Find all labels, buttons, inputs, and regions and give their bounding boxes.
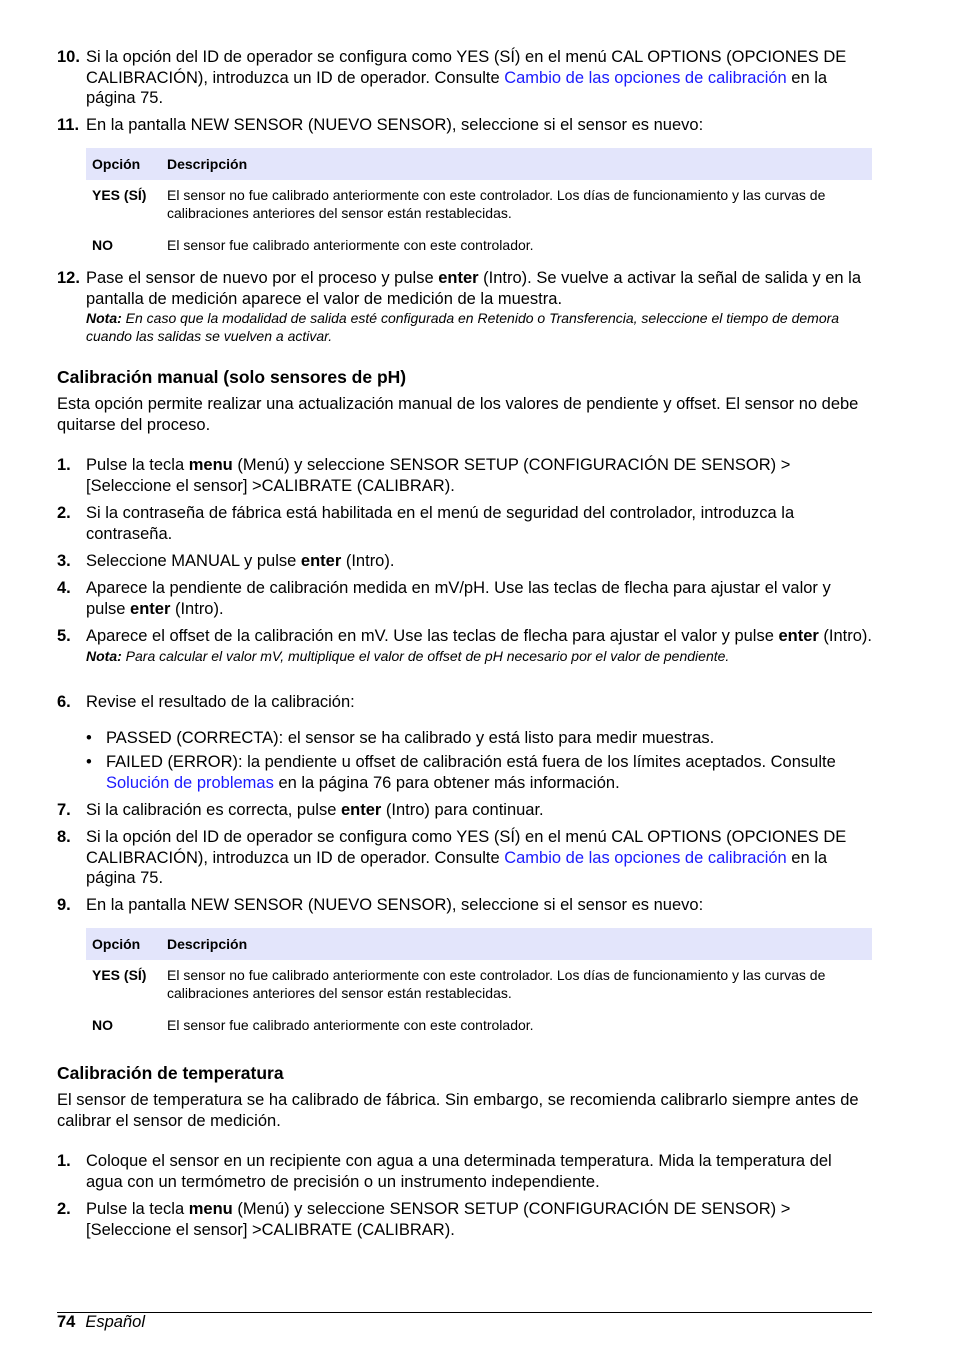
step-number: 3. [57, 552, 71, 570]
bullet-icon: • [86, 753, 92, 771]
column-header: Opción [86, 928, 161, 960]
table-row [86, 960, 872, 1008]
step-2 [57, 503, 872, 544]
table-row [86, 180, 872, 228]
step-1 [57, 455, 872, 496]
step-number: 1. [57, 1152, 71, 1170]
step-3 [57, 551, 872, 572]
step-text: Si la opción del ID de operador se configura como YES (SÍ) en el menú CAL OPTIONS (OPCIONES DE CALIBRACIÓN), introduzca un ID de operador. Consulte Cambio de las opciones de calibración en la página 75. [86, 828, 847, 888]
step-text: Seleccione MANUAL y pulse enter (Intro). [86, 552, 395, 570]
step-text: En la pantalla NEW SENSOR (NUEVO SENSOR), seleccione si el sensor es nuevo: [86, 116, 704, 134]
step-number: 8. [57, 828, 71, 846]
step-number: 9. [57, 896, 71, 914]
column-header: Descripción [161, 148, 872, 180]
bullet-item [86, 728, 872, 749]
step-4 [57, 578, 872, 619]
column-header: Descripción [161, 928, 872, 960]
step-text: Pase el sensor de nuevo por el proceso y pulse enter (Intro). Se vuelve a activar la señal de salida y en la pantalla de medición aparece el valor de medición de la muestra. [86, 269, 862, 308]
step-7 [57, 800, 872, 821]
page-footer [57, 1313, 145, 1332]
footer-divider [57, 1312, 872, 1313]
note: Nota: Para calcular el valor mV, multiplique el valor de offset de pH necesario por el valor de pendiente. [86, 647, 730, 664]
step-number: 1. [57, 456, 71, 474]
link-cambio-opciones[interactable]: Cambio de las opciones de calibración [504, 848, 787, 867]
step-number: 6. [57, 693, 71, 711]
bullet-item [86, 752, 872, 793]
table-row [86, 1008, 872, 1040]
step-text: Aparece la pendiente de calibración medida en mV/pH. Use las teclas de flecha para ajustar el valor y pulse enter (Intro). [86, 579, 831, 618]
step-1 [57, 1151, 872, 1192]
step-number: 11. [57, 116, 80, 134]
step-number: 10. [57, 48, 80, 66]
step-2 [57, 1199, 872, 1240]
link-solucion-problemas[interactable]: Solución de problemas [106, 773, 274, 792]
step-11 [57, 115, 872, 136]
option-description: El sensor fue calibrado anteriormente con este controlador. [167, 1017, 534, 1033]
option-key: NO [92, 237, 113, 253]
option-description: El sensor no fue calibrado anteriormente con este controlador. Los días de funcionamiento y las curvas de calibraciones anteriores del sensor están restablecidas. [167, 187, 826, 221]
step-9 [57, 895, 872, 916]
step-text: En la pantalla NEW SENSOR (NUEVO SENSOR), seleccione si el sensor es nuevo: [86, 896, 704, 914]
section-intro: Esta opción permite realizar una actualización manual de los valores de pendiente y offset. El sensor no debe quitarse del proceso. [57, 395, 859, 434]
step-text: Coloque el sensor en un recipiente con agua a una determinada temperatura. Mida la temperatura del agua con un termómetro de precisión o un instrumento independiente. [86, 1152, 832, 1191]
table-row [86, 228, 872, 260]
step-number: 12. [57, 269, 80, 287]
table-header-row [86, 148, 872, 180]
page-number: 74 [57, 1313, 76, 1331]
step-8 [57, 827, 872, 889]
step-number: 7. [57, 801, 71, 819]
option-description: El sensor fue calibrado anteriormente con este controlador. [167, 237, 534, 253]
bullet-text: FAILED (ERROR): la pendiente u offset de calibración está fuera de los límites aceptados. Consulte Solución de problemas en la página 76 para obtener más información. [106, 753, 836, 792]
step-text: Pulse la tecla menu (Menú) y seleccione SENSOR SETUP (CONFIGURACIÓN DE SENSOR) > [Seleccione el sensor] >CALIBRATE (CALIBRAR). [86, 456, 791, 495]
step-number: 4. [57, 579, 71, 597]
step-text: Si la opción del ID de operador se configura como YES (SÍ) en el menú CAL OPTIONS (OPCIONES DE CALIBRACIÓN), introduzca un ID de operador. Consulte Cambio de las opciones de calibración en la página 75. [86, 48, 847, 108]
step-text: Aparece el offset de la calibración en mV. Use las teclas de flecha para ajustar el valor y pulse enter (Intro). [86, 627, 873, 645]
options-table-2 [86, 928, 872, 1040]
step-number: 2. [57, 504, 71, 522]
step-number: 5. [57, 627, 71, 645]
option-key: YES (SÍ) [92, 187, 147, 203]
step-text: Revise el resultado de la calibración: [86, 693, 355, 711]
bullet-text: PASSED (CORRECTA): el sensor se ha calibrado y está listo para medir muestras. [106, 729, 715, 747]
step-text: Si la calibración es correcta, pulse enter (Intro) para continuar. [86, 801, 544, 819]
section-heading: Calibración manual (solo sensores de pH) [57, 367, 407, 387]
table-header-row [86, 928, 872, 960]
step-10 [57, 47, 872, 109]
note: Nota: En caso que la modalidad de salida esté configurada en Retenido o Transferencia, seleccione el tiempo de demora cuando las salidas se vuelven a activar. [86, 310, 840, 345]
link-cambio-opciones[interactable]: Cambio de las opciones de calibración [504, 68, 787, 87]
footer-language: Español [85, 1313, 145, 1331]
step-5 [57, 626, 872, 665]
section-intro: El sensor de temperatura se ha calibrado de fábrica. Sin embargo, se recomienda calibrarlo siempre antes de calibrar el sensor de medición. [57, 1091, 859, 1130]
column-header: Opción [86, 148, 161, 180]
step-text: Si la contraseña de fábrica está habilitada en el menú de seguridad del controlador, introduzca la contraseña. [86, 504, 795, 543]
option-key: NO [92, 1017, 113, 1033]
step-12 [57, 268, 872, 345]
step-text: Pulse la tecla menu (Menú) y seleccione SENSOR SETUP (CONFIGURACIÓN DE SENSOR) > [Seleccione el sensor] >CALIBRATE (CALIBRAR). [86, 1200, 791, 1239]
option-description: El sensor no fue calibrado anteriormente con este controlador. Los días de funcionamiento y las curvas de calibraciones anteriores del sensor están restablecidas. [167, 967, 826, 1001]
step-6 [57, 692, 872, 713]
step-number: 2. [57, 1200, 71, 1218]
option-key: YES (SÍ) [92, 967, 147, 983]
section-heading: Calibración de temperatura [57, 1063, 284, 1083]
options-table-1 [86, 148, 872, 260]
bullet-icon: • [86, 729, 92, 747]
